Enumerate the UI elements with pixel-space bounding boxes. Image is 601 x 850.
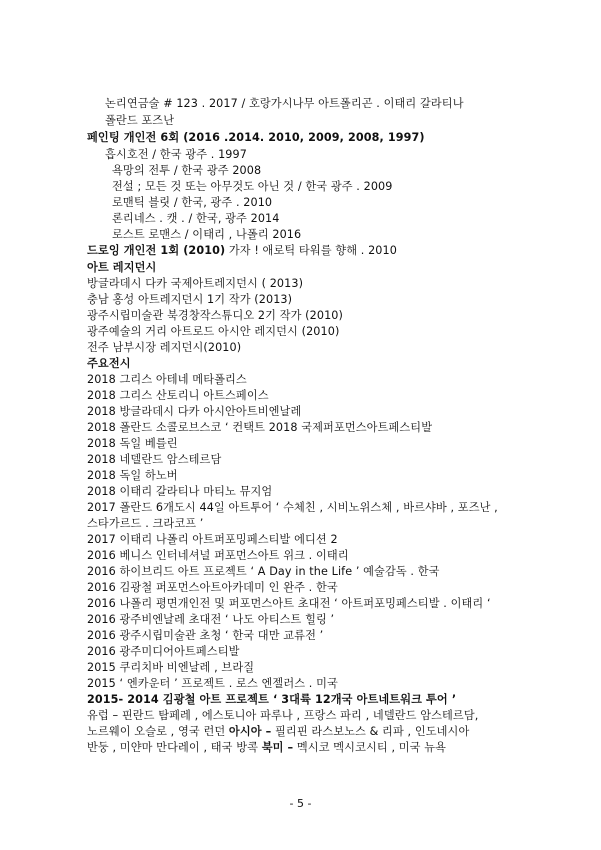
section-heading: 주요전시 [87, 357, 131, 370]
text-span: 반둥 , 미얀마 만다레이 , 태국 방콕 [87, 741, 262, 754]
section-heading: 드로잉 개인전 1회 (2010) [87, 244, 226, 257]
text-line: 2018 방글라데시 다카 아시안아트비엔날레 [87, 405, 302, 418]
section-heading: 아트 레지던시 [87, 261, 157, 274]
text-line: 2018 그리스 산토리니 아트스페이스 [87, 389, 269, 402]
text-line: 방글라데시 다카 국제아트레지던시 ( 2013) [87, 277, 304, 290]
section-heading: 페인팅 개인전 6회 (2016 .2014. 2010, 2009, 2008, 1997) [87, 131, 425, 144]
text-line: 2016 하이브리드 아트 프로젝트 ‘ A Day in the Life ’ 예술감독 . 한국 [87, 565, 440, 578]
page-number: - 5 - [289, 797, 312, 810]
region-label-asia: 아시아 – [228, 725, 272, 738]
text-line: 2018 이태리 갈라티나 마티노 뮤지엄 [87, 485, 273, 498]
text-line: 충남 홍성 아트레지던시 1기 작가 (2013) [87, 293, 293, 306]
section-heading: 2015- 2014 김광철 아트 프로젝트 ‘ 3대륙 12개국 아트네트워크 투어 ’ [87, 693, 457, 706]
region-label-north-america: 북미 – [261, 741, 294, 754]
text-line: 론리네스 . 캣 . / 한국, 광주 2014 [112, 212, 280, 225]
text-line: 전설 ; 모든 것 또는 아무것도 아닌 것 / 한국 광주 . 2009 [112, 180, 393, 193]
text-line: 2017 이태리 나폴리 아트퍼포밍페스티발 에디션 2 [87, 533, 338, 546]
text-line: 폴란드 포즈난 [105, 114, 175, 127]
text-line: 2016 김광철 퍼포먼스아트아카데미 인 완주 . 한국 [87, 581, 338, 594]
text-span: 멕시코 멕시코시티 , 미국 뉴욕 [293, 741, 447, 754]
text-line: 로스트 로맨스 / 이태리 , 나폴리 2016 [112, 228, 302, 241]
text-line: 2016 베니스 인터네셔널 퍼포먼스아트 위크 . 이태리 [87, 549, 349, 562]
text-line: 2016 광주미디어아트페스티발 [87, 645, 240, 658]
text-line: 스타가르드 . 크라코프 ’ [87, 517, 204, 530]
text-line: 2016 광주비엔날레 초대전 ‘ 나도 아티스트 힐링 ’ [87, 613, 335, 626]
text-line: 2016 나폴리 평면개인전 및 퍼포먼스아트 초대전 ‘ 아트퍼포밍페스티발 . 이태리 ‘ [87, 597, 491, 610]
text-line: 흡시호전 / 한국 광주 . 1997 [105, 148, 247, 161]
text-line: 논리연금술 # 123 . 2017 / 호랑가시나무 아트폴리곤 . 이태리 갈라티나 [105, 97, 464, 110]
text-line: 2018 폴란드 소콜로브스코 ‘ 컨택트 2018 국제퍼포먼스아트페스티발 [87, 421, 433, 434]
text-line: 유럽 – 핀란드 탐페레 , 에스토니아 파루나 , 프랑스 파리 , 네델란드 암스테르담, [87, 709, 479, 722]
text-line: 2018 그리스 아테네 메타폴리스 [87, 373, 247, 386]
text-line: 2015 쿠리치바 비엔날레 , 브라질 [87, 661, 255, 674]
north-america-tour-line [87, 740, 446, 756]
text-line: 전주 남부시장 레지던시(2010) [87, 341, 242, 354]
text-span: 노르웨이 오슬로 , 영국 런던 [87, 725, 229, 738]
text-line: 2017 폴란드 6개도시 44일 아트투어 ‘ 수체친 , 시비노위스체 , 바르샤바 , 포즈난 , [87, 501, 498, 514]
text-span: 가자 ! 애로틱 타워를 향해 . 2010 [225, 244, 397, 257]
text-line: 광주시립미술관 북경창작스튜디오 2기 작가 (2010) [87, 309, 343, 322]
text-line: 2018 네델란드 암스테르담 [87, 453, 222, 466]
asia-tour-line [87, 724, 469, 740]
text-line: 욕망의 전투 / 한국 광주 2008 [112, 164, 262, 177]
text-span: 필리핀 라스보노스 & 리파 , 인도네시아 [271, 725, 470, 738]
text-line: 광주예술의 거리 아트로드 아시안 레지던시 (2010) [87, 325, 340, 338]
text-line: 2018 독일 하노버 [87, 469, 178, 482]
drawing-exhibition-line [87, 243, 397, 259]
text-line: 로맨틱 블릿 / 한국, 광주 . 2010 [112, 196, 273, 209]
text-line: 2015 ‘ 엔카운터 ’ 프로젝트 . 로스 엔젤러스 . 미국 [87, 677, 338, 690]
text-line: 2016 광주시립미술관 초청 ‘ 한국 대만 교류전 ’ [87, 629, 324, 642]
text-line: 2018 독일 베를린 [87, 437, 178, 450]
